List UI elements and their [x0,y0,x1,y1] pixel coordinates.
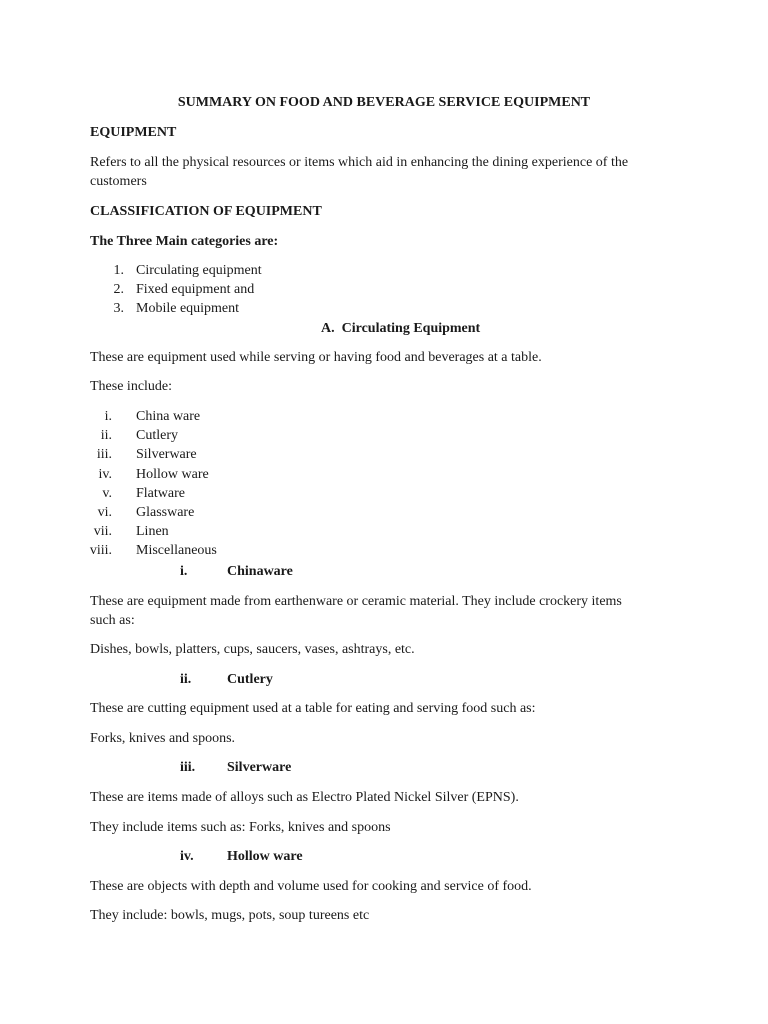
section-letter: A. [321,321,335,336]
section-title: Circulating Equipment [341,321,481,336]
list-item-text: China ware [136,409,201,424]
chinaware-description-line1: These are equipment made from earthenware or ceramic material. They include crockery items [90,594,622,609]
silverware-description: These are items made of alloys such as Electro Plated Nickel Silver (EPNS). [90,790,519,805]
chinaware-number: i. [180,564,188,579]
list-item-text: Linen [136,524,169,539]
list-item-text: Miscellaneous [136,543,217,558]
hollowware-description: These are objects with depth and volume used for cooking and service of food. [90,879,532,894]
hollowware-number: iv. [180,849,194,864]
list-number: 2. [113,282,124,297]
list-number: iv. [98,467,112,482]
cutlery-number: ii. [180,672,192,687]
section-a-heading [321,319,480,339]
list-number: 1. [113,263,124,278]
categories-intro: The Three Main categories are: [90,234,279,249]
cutlery-examples: Forks, knives and spoons. [90,731,236,746]
silverware-examples: They include items such as: Forks, knives and spoons [90,820,391,835]
list-item-text: Cutlery [136,428,178,443]
list-number: vi. [97,505,112,520]
these-include-label: These include: [90,379,173,394]
list-item-text: Glassware [136,505,195,520]
silverware-number: iii. [180,760,196,775]
equipment-definition-line2: customers [90,174,147,189]
cutlery-heading: Cutlery [227,672,273,687]
silverware-heading: Silverware [227,760,292,775]
cutlery-description: These are cutting equipment used at a table for eating and serving food such as: [90,701,536,716]
hollowware-heading: Hollow ware [227,849,303,864]
hollowware-examples: They include: bowls, mugs, pots, soup tureens etc [90,908,370,923]
list-item-text: Silverware [136,447,197,462]
list-number: 3. [113,301,124,316]
list-number: ii. [100,428,112,443]
chinaware-heading: Chinaware [227,564,293,579]
list-item-text: Fixed equipment and [136,282,255,297]
list-item-text: Mobile equipment [136,301,240,316]
list-number: i. [104,409,112,424]
chinaware-examples: Dishes, bowls, platters, cups, saucers, vases, ashtrays, etc. [90,642,415,657]
list-number: vii. [93,524,112,539]
chinaware-description-line2: such as: [90,613,135,628]
list-number: iii. [96,447,112,462]
list-item-text: Flatware [136,486,185,501]
list-item-text: Hollow ware [136,467,209,482]
list-number: v. [102,486,112,501]
equipment-definition-line1: Refers to all the physical resources or items which aid in enhancing the dining experience of the [90,155,629,170]
list-item-text: Circulating equipment [136,263,262,278]
equipment-heading: EQUIPMENT [90,125,177,140]
document-title: SUMMARY ON FOOD AND BEVERAGE SERVICE EQUIPMENT [177,95,591,110]
circulating-description: These are equipment used while serving or having food and beverages at a table. [90,350,542,365]
classification-heading: CLASSIFICATION OF EQUIPMENT [90,204,322,219]
list-number: viii. [89,543,112,558]
